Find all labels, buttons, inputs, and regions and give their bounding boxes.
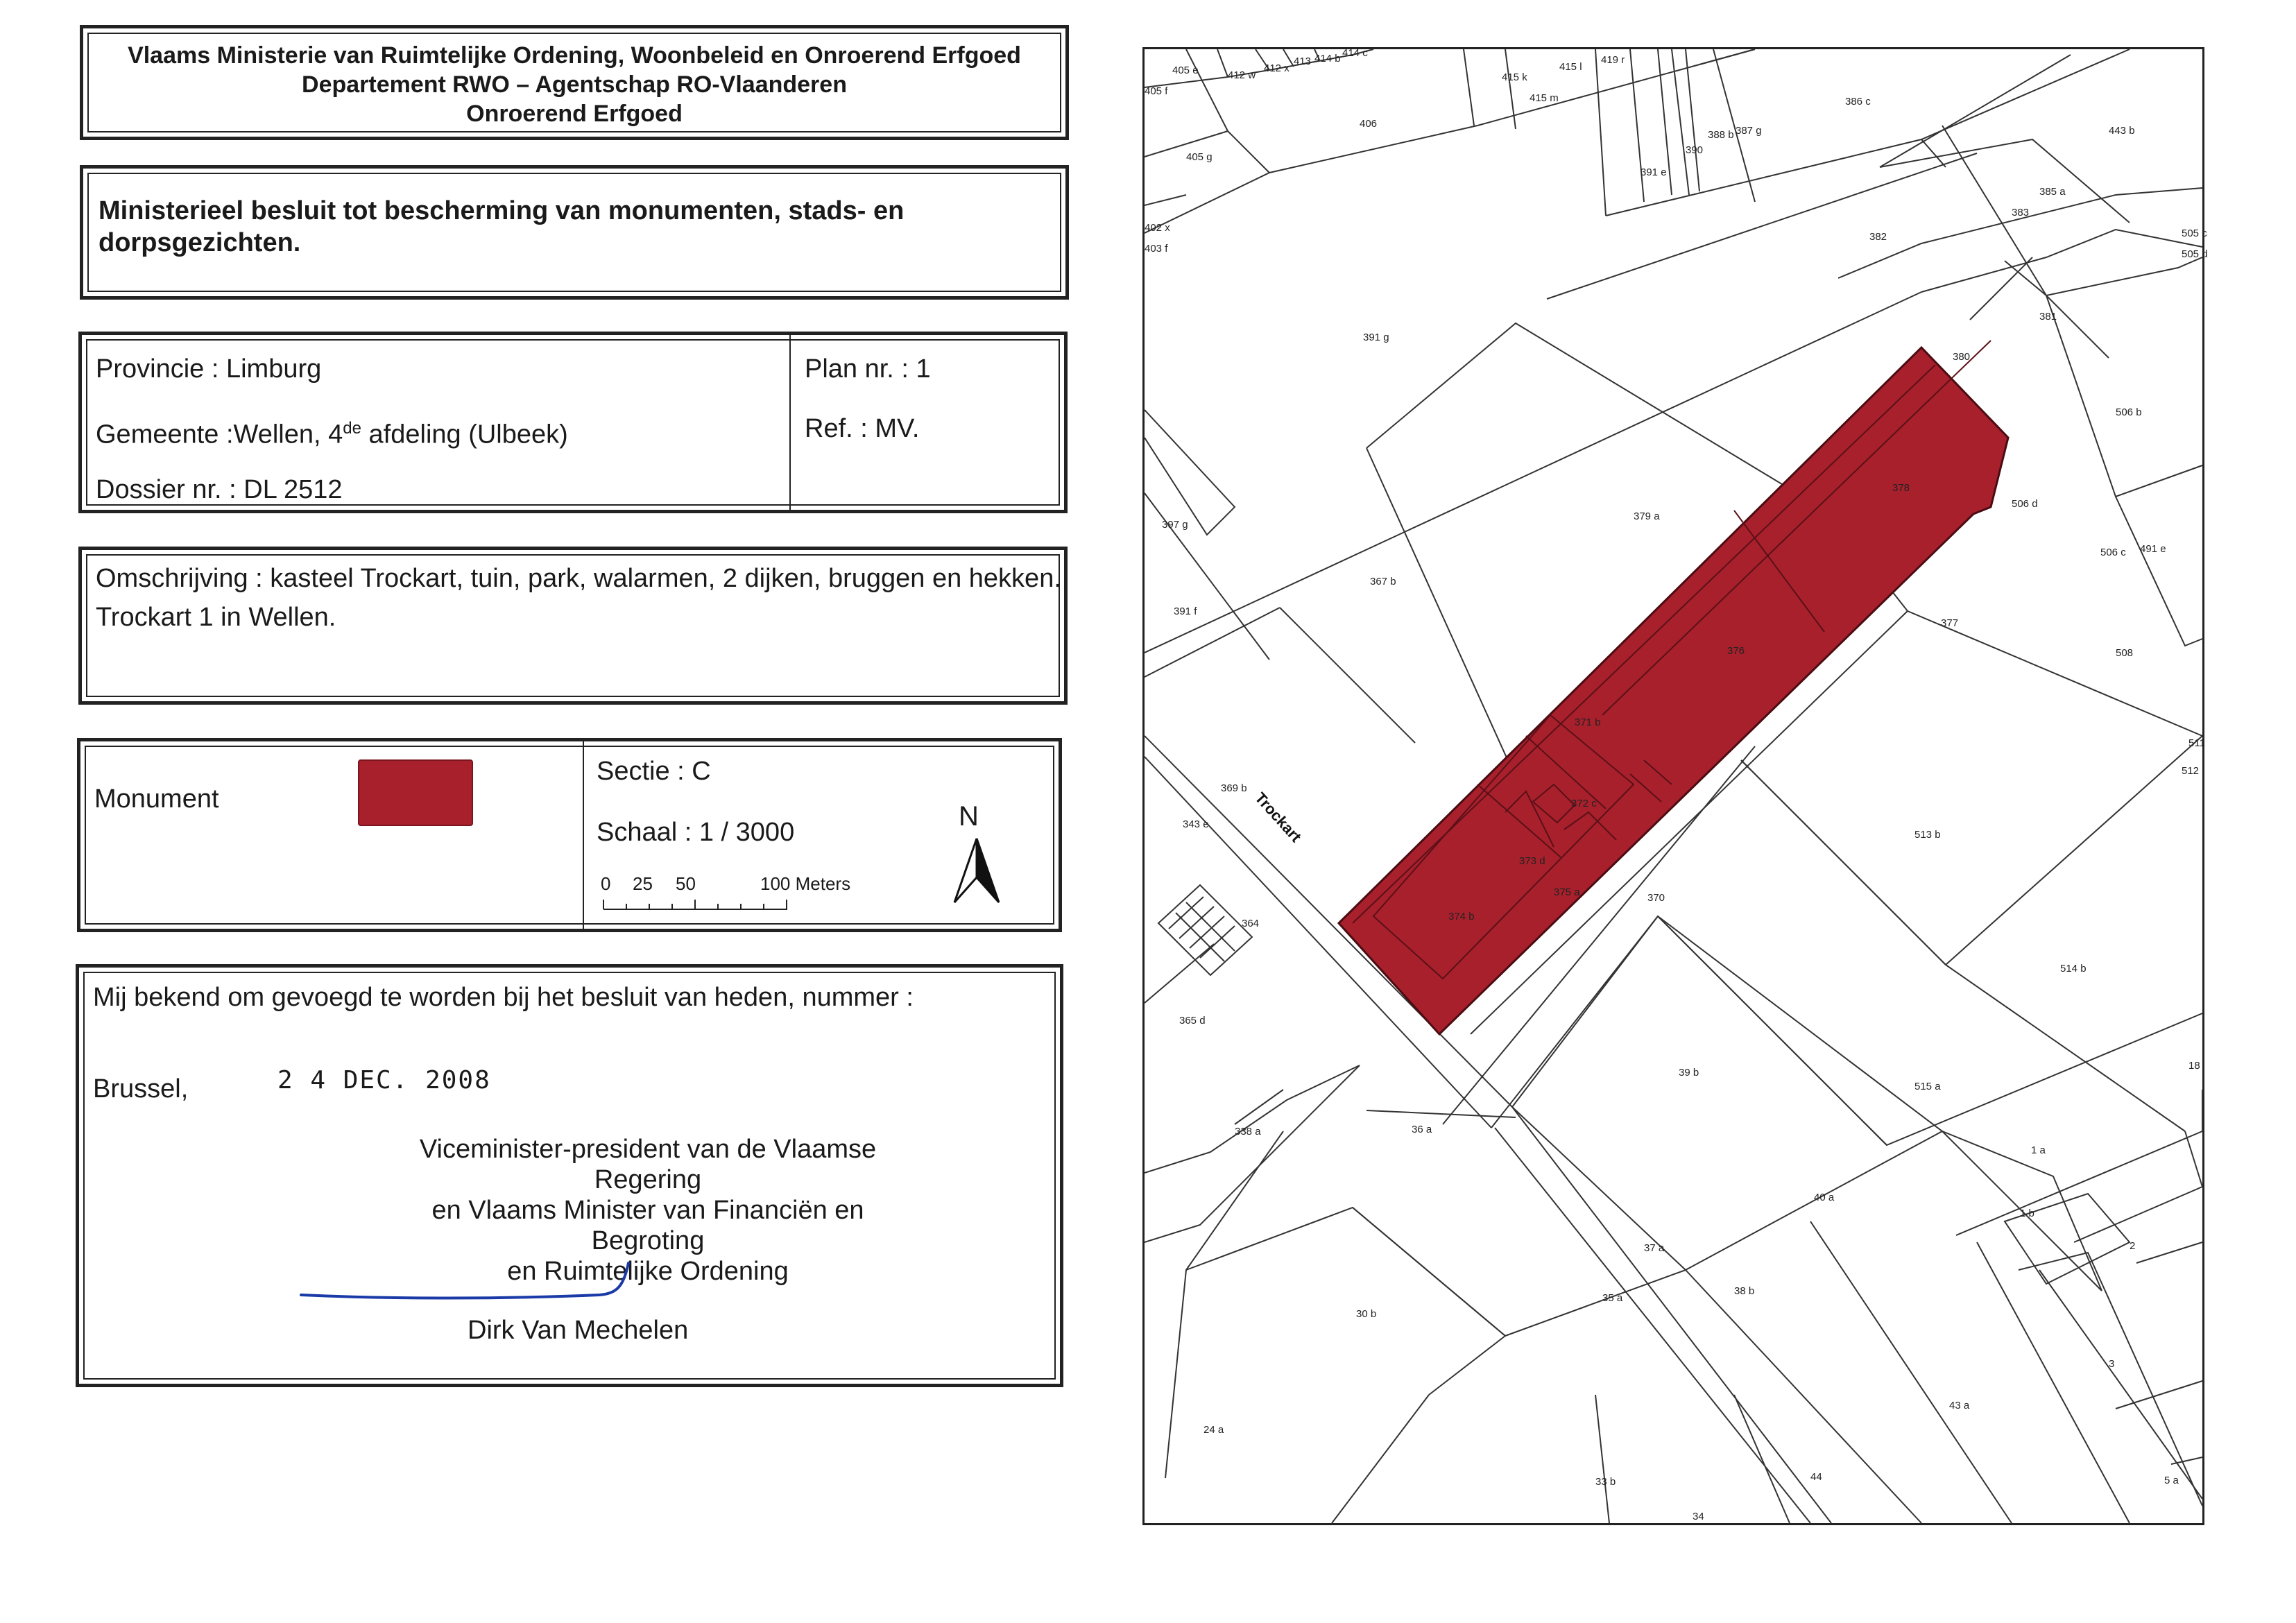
parcel-label: 397 g xyxy=(1162,519,1188,531)
monument-label: Monument xyxy=(94,784,219,814)
scale-bar-graphic xyxy=(597,873,798,915)
reference-text: Ref. : MV. xyxy=(805,414,920,443)
parcel-label: 415 l xyxy=(1559,61,1582,73)
gemeente-sup: de xyxy=(343,419,361,438)
provincie-text: Provincie : Limburg xyxy=(96,354,322,384)
parcel-label: 374 b xyxy=(1448,911,1475,922)
gemeente-suffix: afdeling (Ulbeek) xyxy=(361,420,568,449)
scale-tick-50: 50 xyxy=(676,873,696,894)
parcel-label: 391 g xyxy=(1363,332,1389,343)
parcel-label: 380 xyxy=(1953,351,1971,363)
parcel-label: 443 b xyxy=(2109,125,2135,137)
agency-name: Onroerend Erfgoed xyxy=(466,101,683,127)
parcel-label: 378 xyxy=(1892,482,1910,494)
parcel-label: 406 xyxy=(1360,118,1378,130)
parcel-label: 369 b xyxy=(1221,782,1247,794)
north-label: N xyxy=(959,801,979,832)
parcel-label: 30 b xyxy=(1356,1308,1377,1320)
parcel-label: 371 b xyxy=(1575,716,1601,728)
parcel-label: 491 e xyxy=(2140,543,2166,555)
parcel-label: 512 xyxy=(2182,765,2200,777)
street-label: Trockart xyxy=(1251,789,1305,845)
monument-parcel xyxy=(1339,341,2008,1034)
parcel-label: 33 b xyxy=(1595,1476,1616,1488)
date-stamp: 2 4 DEC. 2008 xyxy=(277,1066,491,1094)
scale-tick-100: 100 Meters xyxy=(760,873,851,894)
city-text: Brussel, xyxy=(93,1074,189,1104)
info-box xyxy=(78,332,1068,513)
parcel-label: 414 c xyxy=(1342,47,1368,59)
parcel-label: 375 a xyxy=(1554,886,1580,898)
parcel-label: 5 a xyxy=(2164,1475,2179,1486)
parcel-label: 514 b xyxy=(2060,963,2087,974)
description-box xyxy=(78,547,1068,705)
dossier-text: Dossier nr. : DL 2512 xyxy=(96,475,343,504)
parcel-label: 506 b xyxy=(2116,406,2142,418)
cadastral-map-svg xyxy=(1145,47,2208,1523)
parcel-label: 3 xyxy=(2109,1358,2115,1370)
gemeente-text xyxy=(96,413,568,451)
ministry-header-box xyxy=(80,25,1069,140)
parcel-label: 1 b xyxy=(2020,1208,2034,1219)
parcel-label: 506 c xyxy=(2100,547,2126,558)
parcel-label: 405 g xyxy=(1186,151,1213,163)
parcel-label: 34 xyxy=(1693,1511,1704,1522)
parcel-label: 43 a xyxy=(1949,1400,1970,1411)
parcel-label: 412 w xyxy=(1228,69,1256,81)
parcel-label: 390 xyxy=(1686,144,1704,156)
parcel-label: 379 a xyxy=(1634,510,1660,522)
parcel-label: 405 e xyxy=(1172,65,1199,76)
parcel-label: 1 a xyxy=(2031,1144,2046,1156)
parcel-label: 403 f xyxy=(1145,243,1168,255)
parcel-label: 413 xyxy=(1294,55,1312,67)
parcel-label: 391 f xyxy=(1174,606,1197,617)
parcel-label: 505 d xyxy=(2182,248,2208,260)
sectie-text: Sectie : C xyxy=(597,757,711,786)
parcel-label: 385 a xyxy=(2039,186,2066,198)
monument-swatch xyxy=(358,759,473,826)
info-divider xyxy=(789,335,791,510)
parcel-label: 511 xyxy=(2188,737,2205,749)
parcel-label: 515 a xyxy=(1914,1081,1941,1092)
parcel-label: 508 xyxy=(2116,647,2134,659)
parcel-label: 381 xyxy=(2039,311,2057,323)
scale-tick-0: 0 xyxy=(601,873,611,894)
parcel-label: 513 b xyxy=(1914,829,1941,841)
decision-box xyxy=(80,165,1069,300)
parcel-label: 376 xyxy=(1727,645,1745,657)
description-line1: Omschrijving : kasteel Trockart, tuin, park, walarmen, 2 dijken, bruggen en hekken. xyxy=(96,564,1061,593)
gemeente-prefix: Gemeente :Wellen, 4 xyxy=(96,420,343,449)
parcel-label: 388 b xyxy=(1708,129,1734,141)
signatory-title-line1: Viceminister-president van de Vlaamse Regering xyxy=(419,1135,877,1194)
parcel-label: 38 b xyxy=(1734,1285,1755,1297)
parcel-label: 383 xyxy=(2012,207,2030,218)
parcel-label: 419 r xyxy=(1601,54,1625,66)
parcel-label: 414 b xyxy=(1314,53,1341,65)
north-arrow-icon xyxy=(949,836,1004,905)
description-line2: Trockart 1 in Wellen. xyxy=(96,603,336,632)
parcel-label: 405 f xyxy=(1145,85,1168,97)
scale-bar xyxy=(597,873,851,915)
legend-box xyxy=(77,738,1062,932)
plan-number: Plan nr. : 1 xyxy=(805,354,931,384)
parcel-label: 343 e xyxy=(1183,818,1209,830)
parcel-label: 506 d xyxy=(2012,498,2038,510)
decision-title-line1: Ministerieel besluit tot bescherming van monumenten, stads- en xyxy=(98,196,905,225)
scale-tick-25: 25 xyxy=(633,873,653,894)
parcel-label: 382 xyxy=(1869,231,1887,243)
acknowledgement-text: Mij bekend om gevoegd te worden bij het besluit van heden, nummer : xyxy=(93,983,914,1012)
parcel-label: 2 xyxy=(2130,1240,2136,1252)
ministry-name: Vlaams Ministerie van Ruimtelijke Ordening, Woonbeleid en Onroerend Erfgoed xyxy=(128,42,1021,69)
parcel-label: 364 xyxy=(1242,918,1260,929)
signatory-name: Dirk Van Mechelen xyxy=(468,1316,689,1345)
handwritten-signature xyxy=(294,1259,655,1314)
cadastral-map xyxy=(1142,47,2208,1525)
parcel-label: 37 a xyxy=(1644,1242,1665,1254)
parcel-label: 372 c xyxy=(1571,798,1597,809)
signatory-title-line2: en Vlaams Minister van Financiën en Begroting xyxy=(431,1196,864,1255)
parcel-label: 415 m xyxy=(1530,92,1559,104)
decision-title-line2: dorpsgezichten. xyxy=(98,228,301,257)
parcel-label: 412 x xyxy=(1264,62,1290,74)
parcel-label: 387 g xyxy=(1736,125,1762,137)
parcel-label: 505 c xyxy=(2182,227,2207,239)
parcel-label: 44 xyxy=(1810,1471,1822,1483)
building-cluster xyxy=(1158,885,1252,975)
signatory-title-line3: en Ruimtelijke Ordening xyxy=(507,1257,789,1286)
legend-divider xyxy=(583,741,584,929)
parcel-label: 391 e xyxy=(1640,166,1667,178)
parcel-label: 36 a xyxy=(1412,1124,1432,1135)
parcel-label: 402 x xyxy=(1145,222,1170,234)
parcel-label: 35 a xyxy=(1602,1292,1623,1304)
schaal-text: Schaal : 1 / 3000 xyxy=(597,818,795,847)
parcel-label: 373 d xyxy=(1519,855,1545,867)
parcel-label: 377 xyxy=(1941,617,1959,629)
parcel-label: 386 c xyxy=(1845,96,1871,108)
parcel-label: 24 a xyxy=(1203,1424,1224,1436)
parcel-label: 39 b xyxy=(1679,1067,1699,1079)
parcel-label: 338 a xyxy=(1235,1126,1261,1137)
parcel-label: 367 b xyxy=(1370,576,1396,587)
parcel-label: 365 d xyxy=(1179,1015,1206,1027)
department-name: Departement RWO – Agentschap RO-Vlaanderen xyxy=(302,71,847,98)
parcel-label: 415 k xyxy=(1502,71,1527,83)
parcel-label: 370 xyxy=(1647,892,1665,904)
signature-box xyxy=(76,964,1063,1387)
parcel-label: 40 a xyxy=(1814,1192,1835,1203)
parcel-label: 18 xyxy=(2188,1060,2200,1072)
decision-title xyxy=(98,195,904,259)
